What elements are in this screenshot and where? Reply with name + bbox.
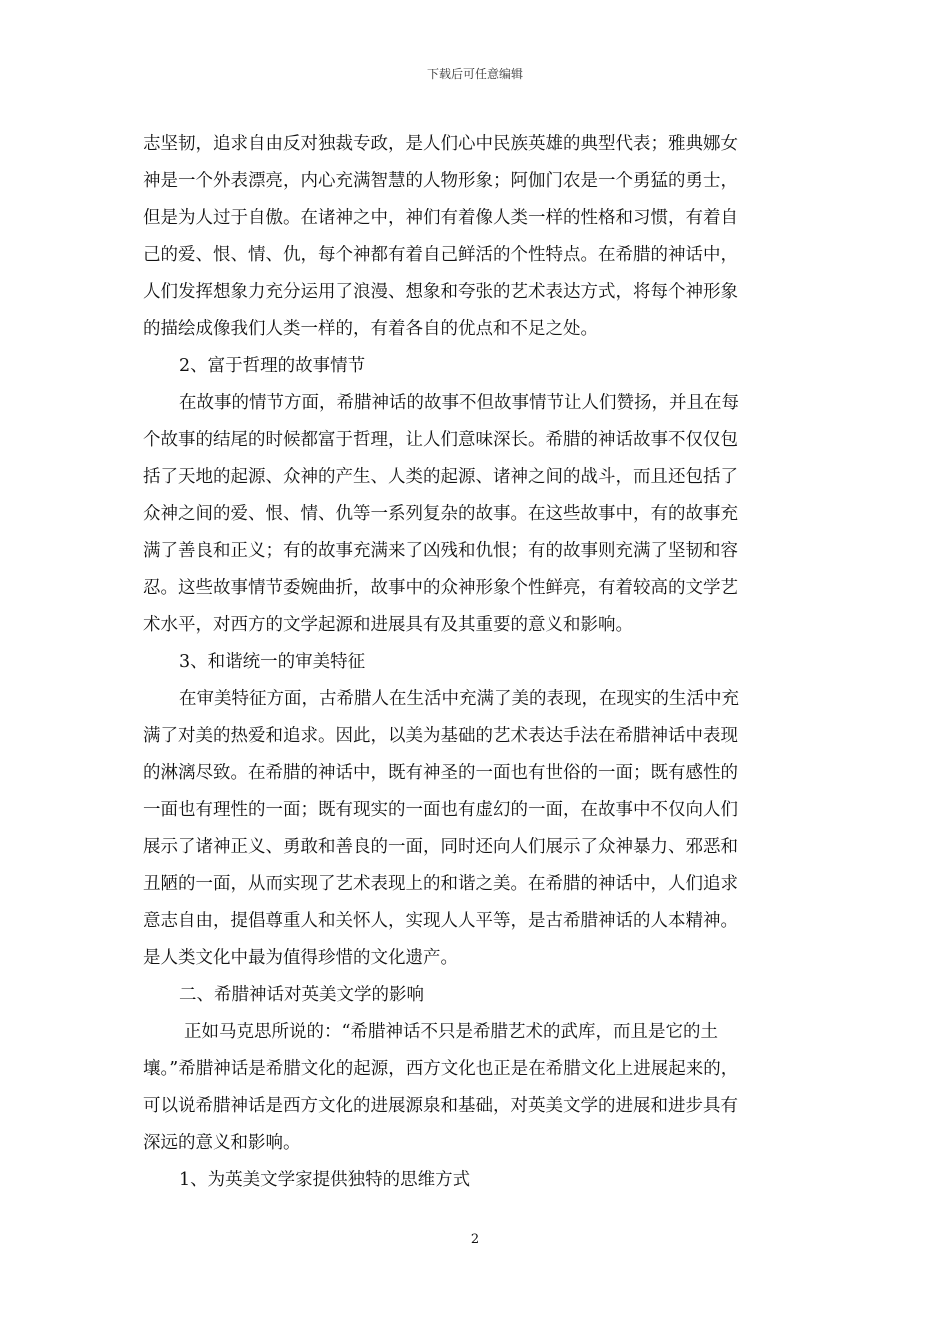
body-line: 人们发挥想象力充分运用了浪漫、想象和夸张的艺术表达方式，将每个神形象 bbox=[143, 282, 738, 302]
body-line: 丑陋的一面，从而实现了艺术表现上的和谐之美。在希腊的神话中，人们追求 bbox=[143, 874, 738, 894]
section-heading: 2、富于哲理的故事情节 bbox=[179, 356, 366, 376]
body-line: 是人类文化中最为值得珍惜的文化遗产。 bbox=[143, 948, 458, 968]
section-heading: 3、和谐统一的审美特征 bbox=[179, 652, 366, 672]
body-line: 满了对美的热爱和追求。因此，以美为基础的艺术表达手法在希腊神话中表现 bbox=[143, 726, 738, 746]
body-line: 展示了诸神正义、勇敢和善良的一面，同时还向人们展示了众神暴力、邪恶和 bbox=[143, 837, 738, 857]
body-line: 可以说希腊神话是西方文化的进展源泉和基础，对英美文学的进展和进步具有 bbox=[143, 1096, 738, 1116]
body-line: 在故事的情节方面，希腊神话的故事不但故事情节让人们赞扬，并且在每 bbox=[179, 393, 739, 413]
body-line: 的描绘成像我们人类一样的，有着各自的优点和不足之处。 bbox=[143, 319, 598, 339]
body-line: 的淋漓尽致。在希腊的神话中，既有神圣的一面也有世俗的一面；既有感性的 bbox=[143, 763, 738, 783]
body-line: 忍。这些故事情节委婉曲折，故事中的众神形象个性鲜亮，有着较高的文学艺 bbox=[143, 578, 738, 598]
body-line: 志坚韧，追求自由反对独裁专政，是人们心中民族英雄的典型代表；雅典娜女 bbox=[143, 134, 738, 154]
body-line: 深远的意义和影响。 bbox=[143, 1133, 301, 1153]
body-line: 壤。”希腊神话是希腊文化的起源，西方文化也正是在希腊文化上进展起来的， bbox=[143, 1059, 739, 1079]
body-line: 括了天地的起源、众神的产生、人类的起源、诸神之间的战斗，而且还包括了 bbox=[143, 467, 738, 487]
body-line: 个故事的结尾的时候都富于哲理，让人们意味深长。希腊的神话故事不仅仅包 bbox=[143, 430, 738, 450]
body-line: 术水平，对西方的文学起源和进展具有及其重要的意义和影响。 bbox=[143, 615, 633, 635]
body-line: 在审美特征方面，古希腊人在生活中充满了美的表现，在现实的生活中充 bbox=[179, 689, 739, 709]
section-heading: 1、为英美文学家提供独特的思维方式 bbox=[179, 1170, 471, 1190]
body-line: 满了善良和正义；有的故事充满来了凶残和仇恨；有的故事则充满了坚韧和容 bbox=[143, 541, 738, 561]
body-line: 意志自由，提倡尊重人和关怀人，实现人人平等，是古希腊神话的人本精神。 bbox=[143, 911, 738, 931]
body-line: 神是一个外表漂亮，内心充满智慧的人物形象；阿伽门农是一个勇猛的勇士， bbox=[143, 171, 738, 191]
body-line: 一面也有理性的一面；既有现实的一面也有虚幻的一面，在故事中不仅向人们 bbox=[143, 800, 738, 820]
page-number: 2 bbox=[470, 1232, 480, 1247]
body-line: 正如马克思所说的：“希腊神话不只是希腊艺术的武库，而且是它的土 bbox=[184, 1022, 718, 1042]
document-body bbox=[143, 126, 818, 1199]
page-header: 下载后可任意编辑 bbox=[426, 67, 523, 81]
body-line: 众神之间的爱、恨、情、仇等一系列复杂的故事。在这些故事中，有的故事充 bbox=[143, 504, 738, 524]
body-line: 但是为人过于自傲。在诸神之中，神们有着像人类一样的性格和习惯，有着自 bbox=[143, 208, 738, 228]
body-line: 己的爱、恨、情、仇，每个神都有着自己鲜活的个性特点。在希腊的神话中， bbox=[143, 245, 738, 265]
chapter-heading: 二、希腊神话对英美文学的影响 bbox=[179, 985, 424, 1005]
